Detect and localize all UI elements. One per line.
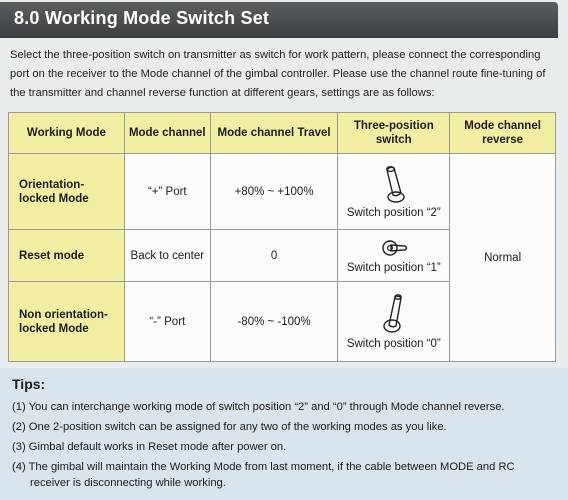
channel-cell: “+” Port [124, 154, 210, 230]
travel-cell: 0 [210, 230, 338, 282]
intro-paragraph: Select the three-position switch on transmitter as switch for work pattern, please connect the corresponding port on the receiver to the Mode channel of the gimbal controller. Please use the channel route fine-tuning of the transmitter and channel reverse function at different gears, settings are as follows: [10, 49, 546, 99]
travel-cell: -80% ~ -100% [210, 282, 338, 362]
tip-item [12, 459, 558, 491]
column-header: Working Mode [9, 113, 125, 154]
column-header: Mode channel Travel [210, 113, 338, 154]
tips-list [12, 399, 558, 491]
switch-cell [338, 282, 450, 362]
tip-continuation: receiver is disconnecting while working. [30, 477, 226, 489]
toggle-middle-icon [377, 237, 411, 259]
column-header: Mode channel [124, 113, 210, 154]
toggle-down-icon [377, 293, 411, 335]
channel-cell: “-” Port [124, 282, 210, 362]
switch-cell [338, 230, 450, 282]
mode-name-cell: Non orientation-locked Mode [9, 282, 125, 362]
column-header: Three-position switch [338, 113, 450, 154]
column-header: Mode channel reverse [450, 113, 556, 154]
switch-cell [338, 154, 450, 230]
table-row [9, 154, 556, 230]
tips-panel [0, 368, 568, 500]
switch-position-label: Switch position “0” [346, 337, 441, 350]
reverse-cell: Normal [450, 154, 556, 362]
tip-text: (4) The gimbal will maintain the Working Mode from last moment, if the cable between MODE and RC [12, 461, 515, 473]
tip-item: (2) One 2-position switch can be assigned for any two of the working modes as you like. [12, 421, 447, 433]
switch-position-label: Switch position “1” [346, 261, 441, 274]
section-title: 8.0 Working Mode Switch Set [14, 8, 270, 28]
mode-name-cell: Orientation-locked Mode [9, 154, 125, 230]
mode-name-cell: Reset mode [9, 230, 125, 282]
tip-item: (3) Gimbal default works in Reset mode after power on. [12, 441, 287, 453]
switch-position-label: Switch position “2” [346, 206, 441, 219]
tip-item: (1) You can interchange working mode of switch position “2” and “0” through Mode channel reverse. [12, 401, 505, 413]
table-header-row [9, 113, 556, 154]
working-mode-table [8, 112, 556, 362]
tips-title: Tips: [12, 376, 46, 392]
channel-cell: Back to center [124, 230, 210, 282]
travel-cell: +80% ~ +100% [210, 154, 338, 230]
toggle-up-icon [377, 164, 411, 204]
section-header [0, 2, 558, 38]
